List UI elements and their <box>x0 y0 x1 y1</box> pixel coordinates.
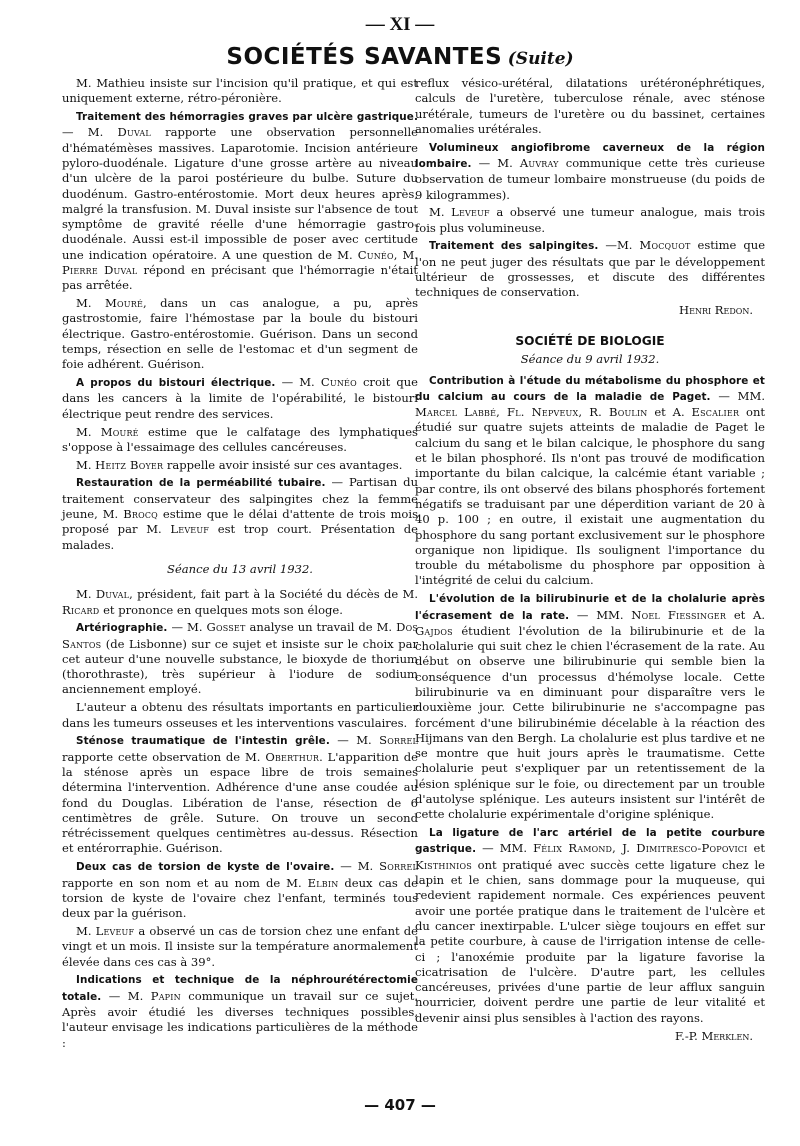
author-name: Heitz Boyer <box>95 457 164 472</box>
paragraph: Artériographie. — M. Gosset analyse un travail de M. Dos Santos (de Lisbonne) sur ce sujet et insiste sur le choix par cet auteur d'une nouvelle substance, le bioxyde de thorium (thorothraste), très supérieur à l'iodure de sodium anciennement employé. <box>62 620 419 697</box>
author-name: Leveuf <box>95 923 135 938</box>
paragraph: La ligature de l'arc artériel de la petite courbure gastrique. — MM. Félix Ramond, J. Dimitresco-Popovici et Kisthinios ont pratiqué avec succès cette ligature chez le lapin et le chien, sans dommage pour la muqueuse, qui redevient rapidement normale. Ces expériences peuvent avoir une portée pratique dans le traitement de l'ulcère et du cancer inextirpable. L'ulcer siège toujours en effet sur la petite courbure, à cause de l'irrigation intense de celle-ci ; l'anoxémie produite par la ligature favorise la cicatrisation de l'ulcère. D'autre part, les cellules cancéreuses, privées d'une partie de leur afflux sanguin nourricier, doivent perdre une partie de leur vitalité et devenir ainsi plus sensibles à l'action des rayons. <box>415 827 765 1025</box>
author-name: Duval <box>95 587 130 602</box>
paragraph: Indications et technique de la néphrourétérectomie totale. — M. Papin communique un travail sur ce sujet. Après avoir étudié les diverses techniques possibles, l'auteur envisage les indications particulières de la méthode : <box>62 974 419 1050</box>
header-title: SOCIÉTÉS SAVANTES <box>226 44 503 70</box>
paragraph: M. Leveuf a observé une tumeur analogue, mais trois fois plus volumineuse. <box>415 205 765 235</box>
signature: F.-P. Merklen. <box>674 1028 753 1043</box>
paragraph: M. Heitz Boyer rappelle avoir insisté sur ces avantages. <box>76 457 403 472</box>
paragraph: Traitement des salpingites. —M. Mocquot estime que l'on ne peut juger des résultats que par le développement ultérieur de grossesses, et discute des différentes techniques de conservation. <box>415 238 766 300</box>
report-title: Artériographie. <box>76 622 168 635</box>
author-name: Gosset <box>206 620 246 635</box>
page-header <box>0 44 800 70</box>
paragraph: M. Leveuf a observé un cas de torsion chez une enfant de vingt et un mois. Il insiste sur la température anormalement élevée dans ces cas à 39°. <box>62 923 419 969</box>
author-name: Dos Santos <box>62 620 419 651</box>
author-name: Pierre Duval <box>62 263 138 278</box>
section-title: SOCIÉTÉ DE BIOLOGIE <box>515 334 665 349</box>
author-name: Sorrel <box>379 859 419 874</box>
author-name: Félix Ramond, J. Dimitresco-Popovici <box>533 841 748 856</box>
report-title: Contribution à l'étude du métabolisme du phosphore et du calcium au cours de la maladie de Paget. <box>415 374 765 403</box>
author-name: Duval <box>117 125 151 140</box>
report-title: Sténose traumatique de l'intestin grêle. <box>76 735 330 748</box>
author-name: Papin <box>150 988 181 1003</box>
author-name: Escalier <box>691 405 740 420</box>
paragraph: M. Mouré, dans un cas analogue, a pu, après gastrostomie, faire l'hémostase par la boule du bistouri électrique. Gastro-entérostomie. Guérison. Dans un second temps, résection en selle de l'estomac et d'un segment de foie adhérent. Guérison. <box>62 296 418 372</box>
author-name: Cunéo <box>357 247 394 262</box>
session-date: Séance du 9 avril 1932. <box>520 352 660 367</box>
paragraph: L'auteur a obtenu des résultats importants en particulier dans les tumeurs osseuses et les interventions vasculaires. <box>62 700 418 730</box>
author-name: Mouré <box>100 424 139 439</box>
author-name: Mocquot <box>639 238 691 253</box>
left-column <box>62 76 418 1053</box>
paragraph: reflux vésico-urétéral, dilatations urétéronéphrétiques, calculs de l'uretère, tuberculose rénale, avec sténose urétérale, tumeurs de l'uretère ou du bassinet, certaines anomalies urétérales. <box>415 76 765 136</box>
paragraph: M. Mouré estime que le calfatage des lymphatiques s'oppose à l'essaimage des cellules cancéreuses. <box>62 424 418 454</box>
paragraph: M. Mathieu insiste sur l'incision qu'il pratique, et qui est uniquement externe, rétro-péronière. <box>62 76 418 106</box>
paragraph: Volumineux angiofibrome caverneux de la région lombaire. — M. Auvray communique cette très curieuse observation de tumeur lombaire monstrueuse (du poids de 9 kilogrammes). <box>415 141 765 202</box>
report-title: Restauration de la perméabilité tubaire. <box>76 477 326 490</box>
paragraph: Restauration de la perméabilité tubaire. — Partisan du traitement conservateur des salpingites chez la femme jeune, M. Brocq estime que le délai d'attente de trois mois proposé par M. Leveuf est trop court. Présentation de malades. <box>62 475 419 552</box>
author-name: Noel Fiessinger <box>631 607 727 622</box>
report-title: La ligature de l'arc artériel de la petite courbure gastrique. <box>415 827 765 856</box>
author-name: Kisthinios <box>415 857 472 872</box>
author-name: Brocq <box>123 507 158 522</box>
page-number: — 407 — <box>364 1096 436 1114</box>
paragraph: L'évolution de la bilirubinurie et de la cholalurie après l'écrasement de la rate. — MM. Noel Fiessinger et A. Gajdos étudient l'évolution de la bilirubinurie et de la cholalurie qui suit chez le chien l'écrasement de la rate. Au début on observe une bilirubinurie qui semble bien la conséquence d'un processus d'hémolyse locale. Cette bilirubinurie va en diminuant pour disparaître vers le douxième jour. Cette bilirubinurie ne s'accompagne pas forcément d'une bilirubinémie décelable à la réaction des Hijmans van den Bergh. La cholalurie est plus tardive et ne se montre que huit jours après le traumatisme. Cette cholalurie peut s'expliquer par un retentissement de la lésion splénique sur le foie, ou directement par un trouble d'autolyse splénique. Les auteurs insistent sur l'intérêt de cette cholalurie expérimentale d'origine splénique. <box>415 593 766 822</box>
author-name: Cunéo <box>320 375 357 390</box>
author-name: Gajdos <box>415 623 453 638</box>
paragraph: Sténose traumatique de l'intestin grêle. — M. Sorrel rapporte cette observation de M. Oberthur. L'apparition de la sténose après un espace libre de trois semaines détermina l'intervention. Adhérence d'une anse coudée au fond du Douglas. Libération de l'anse, résection de 6 centimètres de grêle. Suture. On trouve un second rétrécissement quelques centimètres au-dessus. Résection et entérorraphie. Guérison. <box>62 733 419 856</box>
paragraph: A propos du bistouri électrique. — M. Cunéo croit que dans les cancers à la limite de l'opérabilité, le bistouri électrique peut rendre des services. <box>62 375 419 421</box>
author-name: Elbin <box>307 875 339 890</box>
author-name: Oberthur <box>265 749 320 764</box>
paragraph: Deux cas de torsion de kyste de l'ovaire. — M. Sorrel rapporte en son nom et au nom de M. Elbin deux cas de torsion de kyste de l'ovaire chez l'enfant, terminés tous deux par la guérison. <box>62 859 419 921</box>
author-name: Marcel Labbé, Fl. Nepveux, R. Boulin <box>415 405 648 420</box>
author-name: Auvray <box>519 155 559 170</box>
report-title: Traitement des salpingites. <box>429 240 599 253</box>
author-name: Ricard <box>62 602 100 617</box>
folio-roman-numeral: — XI — <box>365 14 435 35</box>
paragraph: Contribution à l'étude du métabolisme du phosphore et du calcium au cours de la maladie de Paget. — MM. Marcel Labbé, Fl. Nepveux, R. Boulin et A. Escalier ont étudié sur quatre sujets atteints de maladie de Paget le calcium du sang et le bilan calcique, le phosphore du sang et le bilan phosphoré. Ils n'ont pas trouvé de modification importante du bilan calcique, la calcémie étant variable ; par contre, ils ont observé des bilans phosphorés fortement négatifs se traduisant par une déperdition variant de 20 à 40 p. 100 ; en outre, il existait une augmentation du phosphore du sang portant exclusivement sur le phosphore organique non lipidique. Ils soulignent l'importance du trouble du métabolisme du phosphore par opposition à l'intégrité de celui du calcium. <box>415 374 766 588</box>
report-title: Deux cas de torsion de kyste de l'ovaire. <box>76 861 335 874</box>
report-title: L'évolution de la bilirubinurie et de la cholalurie après l'écrasement de la rate. <box>415 593 765 622</box>
report-title: Indications et technique de la néphrourétérectomie totale. <box>62 974 418 1003</box>
report-title: Volumineux angiofibrome caverneux de la région lombaire. <box>415 141 765 170</box>
report-title: Traitement des hémorragies graves par ulcère gastrique. <box>76 111 418 124</box>
author-name: Mouré <box>105 296 143 311</box>
signature: Henri Redon. <box>679 303 753 318</box>
right-column <box>415 76 765 1046</box>
paragraph: M. Duval, président, fait part à la Société du décès de M. Ricard et prononce en quelques mots son éloge. <box>62 587 418 617</box>
author-name: Leveuf <box>451 205 490 220</box>
session-date: Séance du 13 avril 1932. <box>167 561 313 576</box>
paragraph: Traitement des hémorragies graves par ulcère gastrique. — M. Duval rapporte une observation personnelle d'hématémèses massives. Laparotomie. Incision antérieure pyloro-duodénale. Ligature d'une grosse artère au niveau d'un ulcère de la paroi postérieure du bulbe. Suture du duodénum. Gastro-entérostomie. Mort deux heures après, malgré la transfusion. M. Duval insiste sur l'absence de tout symptôme de gravité réelle d'une hémorragie gastro-duodénale. Aussi est-il impossible de poser avec certitude une indication opératoire. A une question de M. Cunéo, M. Pierre Duval répond en précisant que l'hémorragie n'était pas arrêtée. <box>62 111 419 293</box>
author-name: Leveuf <box>170 522 210 537</box>
header-suffix: (Suite) <box>507 49 574 69</box>
report-title: A propos du bistouri électrique. <box>76 377 276 390</box>
author-name: Sorrel <box>379 733 419 748</box>
